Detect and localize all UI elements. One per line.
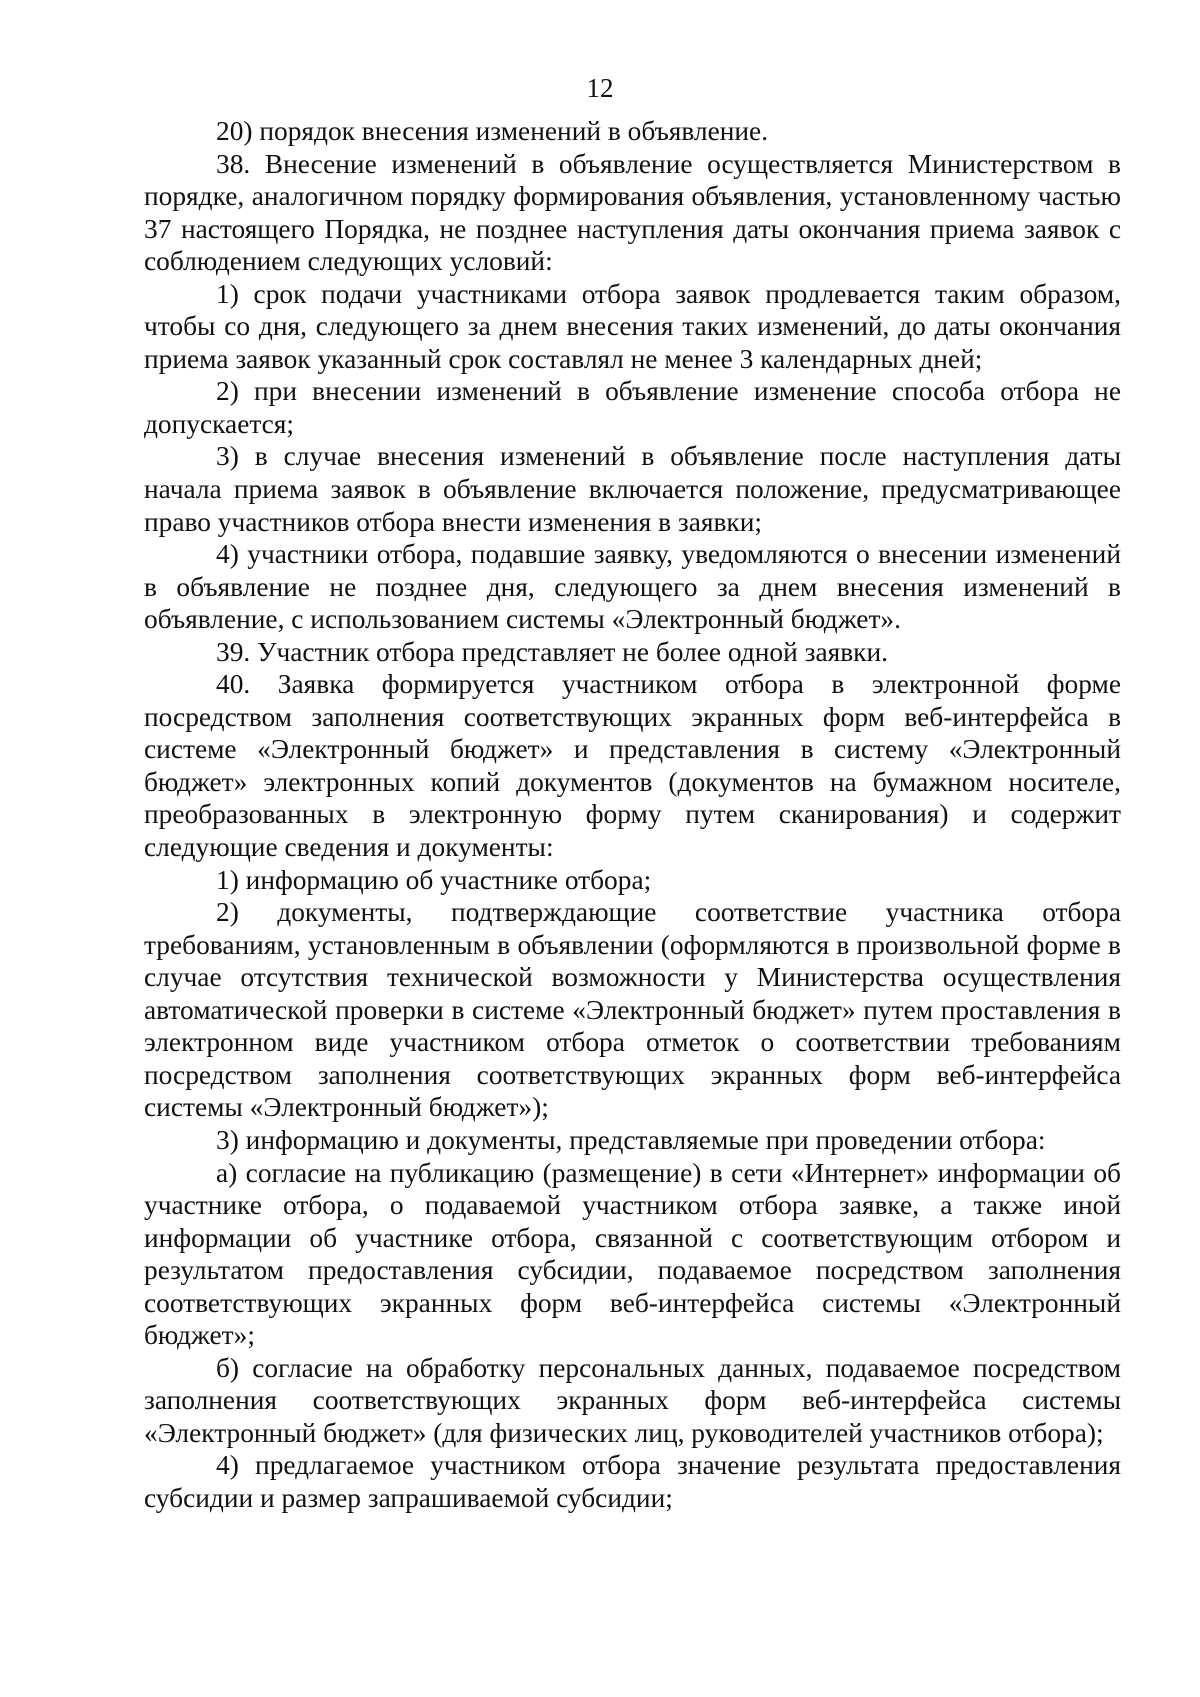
paragraph-item-3: 3) информацию и документы, представляемые при проведении отбора: xyxy=(216,1124,1046,1155)
paragraph-condition-3: 3) в случае внесения изменений в объявление после наступления даты начала приема заявок в объявление включается положение, предусматривающее право участников отбора внести изменения в заявки; xyxy=(144,441,1121,537)
paragraph-subitem-b: б) согласие на обработку персональных данных, подаваемое посредством заполнения соответствующих экранных форм веб-интерфейса системы «Электронный бюджет» (для физических лиц, руководителей участников отбора); xyxy=(144,1352,1121,1448)
paragraph-clause-40: 40. Заявка формируется участником отбора в электронной форме посредством заполнения соответствующих экранных форм веб-интерфейса в системе «Электронный бюджет» и представления в систему «Электронный бюджет» электронных копий документов (документов на бумажном носителе, преобразованных в электронную форму путем сканирования) и содержит следующие сведения и документы: xyxy=(144,669,1121,863)
paragraph-item-4: 4) предлагаемое участником отбора значение результата предоставления субсидии и размер запрашиваемой субсидии; xyxy=(144,1450,1121,1513)
paragraph-condition-1: 1) срок подачи участниками отбора заявок продлевается таким образом, чтобы со дня, следующего за днем внесения таких изменений, до даты окончания приема заявок указанный срок составлял не менее 3 календарных дней; xyxy=(144,278,1121,374)
page-number: 12 xyxy=(586,73,614,103)
paragraph-condition-2: 2) при внесении изменений в объявление изменение способа отбора не допускается; xyxy=(144,376,1121,439)
paragraph-item-20: 20) порядок внесения изменений в объявление. xyxy=(216,116,769,146)
paragraph-condition-4: 4) участники отбора, подавшие заявку, уведомляются о внесении изменений в объявление не позднее дня, следующего за днем внесения изменений в объявление, с использованием системы «Электронный бюджет». xyxy=(144,539,1121,635)
paragraph-subitem-a: а) согласие на публикацию (размещение) в сети «Интернет» информации об участнике отбора, о подаваемой участником отбора заявке, а также иной информации об участнике отбора, связанной с соответствующим отбором и результатом предоставления субсидии, подаваемое посредством заполнения соответствующих экранных форм веб-интерфейса системы «Электронный бюджет»; xyxy=(144,1157,1121,1351)
paragraph-clause-38: 38. Внесение изменений в объявление осуществляется Министерством в порядке, аналогичном порядку формирования объявления, установленному частью 37 настоящего Порядка, не позднее наступления даты окончания приема заявок с соблюдением следующих условий: xyxy=(144,148,1121,277)
paragraph-item-2: 2) документы, подтверждающие соответствие участника отбора требованиям, установленным в объявлении (оформляются в произвольной форме в случае отсутствия технической возможности у Министерства осуществления автоматической проверки в системе «Электронный бюджет» путем проставления в электронном виде участником отбора отметок о соответствии требованиям посредством заполнения соответствующих экранных форм веб-интерфейса системы «Электронный бюджет»); xyxy=(144,897,1121,1123)
paragraph-clause-39: 39. Участник отбора представляет не более одной заявки. xyxy=(216,636,888,667)
paragraph-item-1: 1) информацию об участнике отбора; xyxy=(216,864,652,895)
document-body xyxy=(144,115,1121,1515)
